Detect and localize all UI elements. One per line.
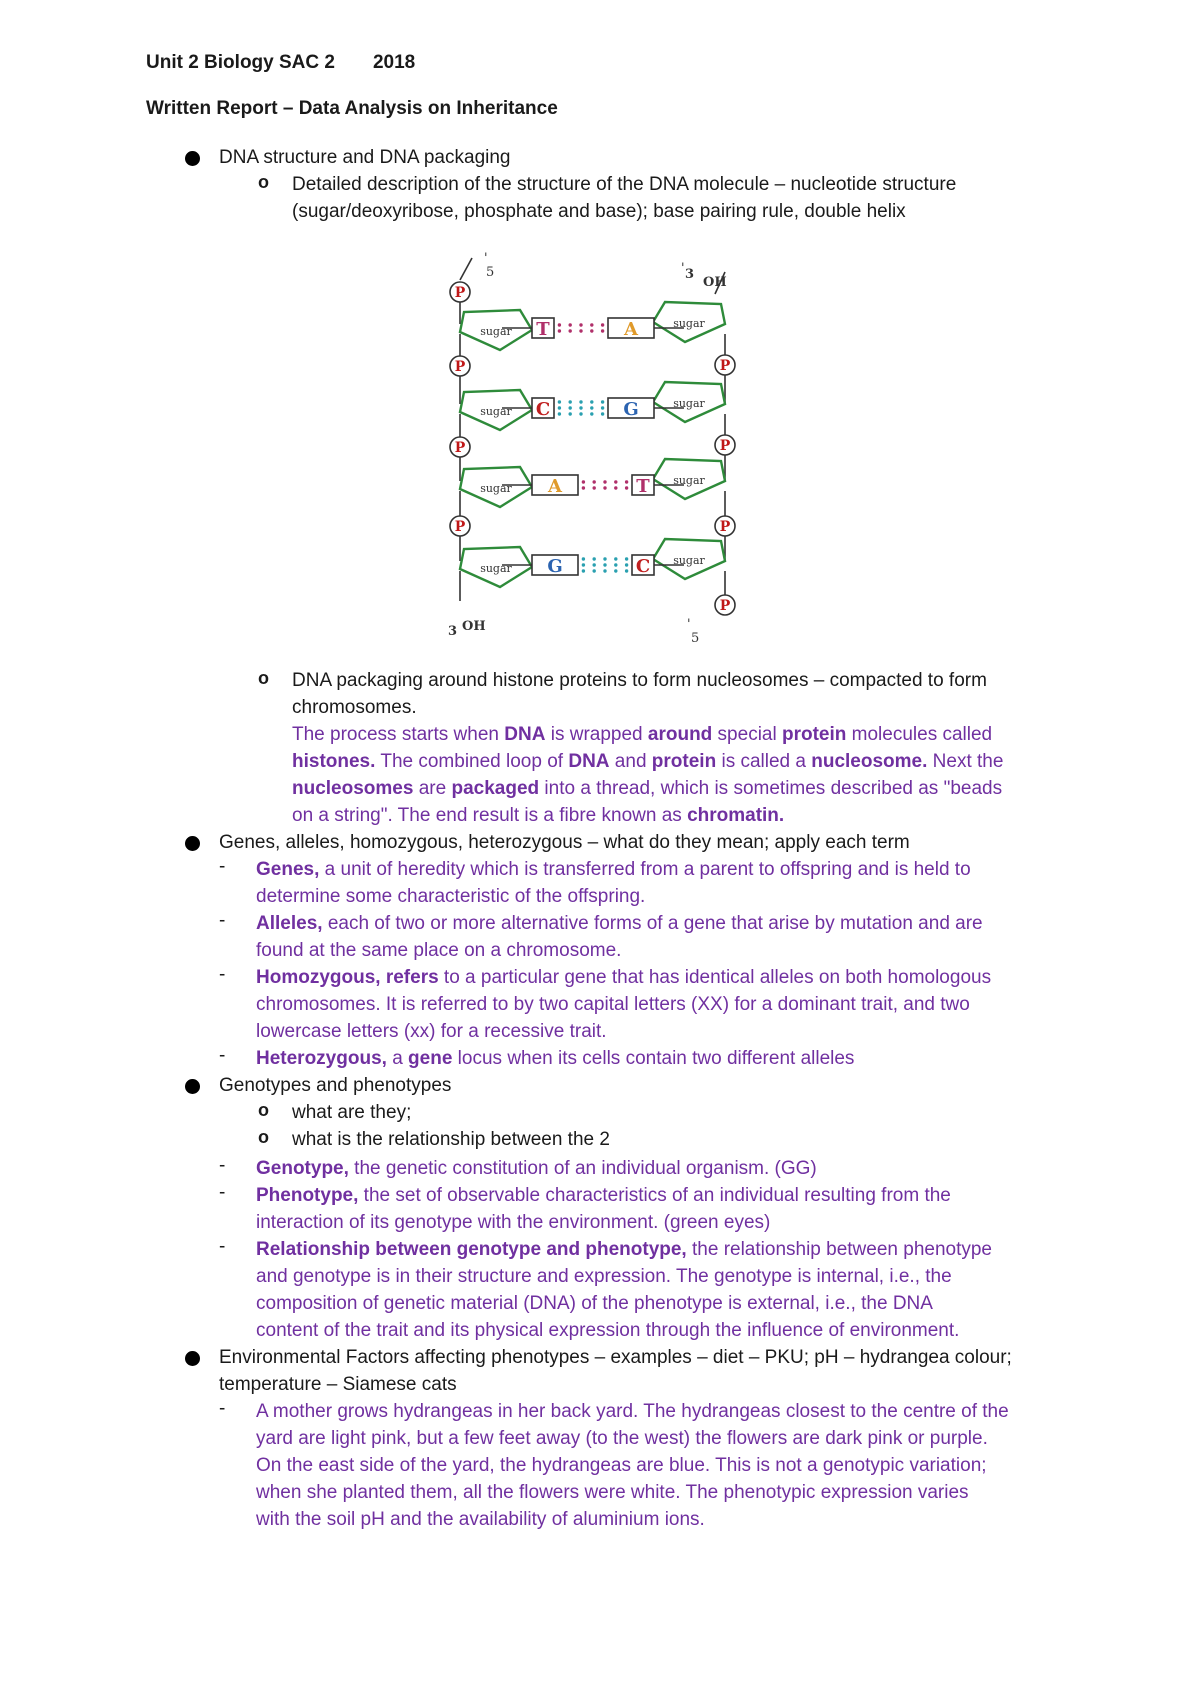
prime-tick: ' (687, 617, 691, 632)
hydrogen-bond-dot (625, 563, 628, 566)
hydrogen-bond-dot (593, 569, 596, 572)
base-label: T (536, 319, 550, 340)
environment-answer-line5: with the soil pH and the availability of aluminium ions. (256, 1509, 705, 1530)
phosphate-label: P (454, 440, 466, 456)
bullet-dna: DNA structure and DNA packaging (219, 147, 511, 168)
hydrogen-bond-dot (601, 412, 604, 415)
phosphate-label: P (719, 438, 731, 454)
answer-text: is called a (716, 751, 812, 772)
hydrogen-bond-dot (601, 406, 604, 409)
hydrogen-bond-dot (614, 557, 617, 560)
hydrogen-bond-dot (590, 329, 593, 332)
genes-item3-line1 (256, 964, 991, 991)
hydrogen-bond-dot (590, 406, 593, 409)
genotypes-item3-line2: and genotype is in their structure and expression. The genotype is internal, i.e., the (256, 1266, 952, 1287)
header-year: 2018 (372, 52, 416, 73)
hydrogen-bond-dot (603, 480, 606, 483)
answer-text: a unit of heredity which is transferred from a parent to offspring and is held to (319, 859, 971, 880)
sugar-label: sugar (480, 325, 512, 338)
hydrogen-bond-dot (582, 557, 585, 560)
genotypes-item3-line3: composition of genetic material (DNA) of the phenotype is external, i.e., the DNA (256, 1293, 933, 1314)
dash-marker: - (219, 856, 226, 877)
prime-tick: ' (681, 261, 685, 276)
phosphate-label: P (454, 359, 466, 375)
answer-text: and (609, 751, 652, 772)
bullet-dot (185, 836, 200, 851)
document-header (146, 52, 415, 74)
prime-label: 5 (691, 631, 700, 646)
hydrogen-bond-dot (569, 400, 572, 403)
hydrogen-bond-dot (558, 412, 561, 415)
base-label: C (535, 399, 551, 420)
hydrogen-bond-dot (603, 563, 606, 566)
hydrogen-bond-dot (614, 486, 617, 489)
genes-item1-line1 (256, 856, 971, 883)
answer-text: a (386, 1048, 409, 1069)
answer-term: Alleles, (256, 913, 323, 934)
hydrogen-bond-dot (614, 480, 617, 483)
answer-text: The combined loop of (375, 751, 569, 772)
hydrogen-bond-dot (579, 406, 582, 409)
dna-answer-line2 (292, 748, 1003, 775)
answer-text: to a particular gene that has identical alleles on both homologous (438, 967, 992, 988)
answer-term: around (647, 724, 713, 745)
answer-text: special (712, 724, 782, 745)
document-subtitle: Written Report – Data Analysis on Inheritance (146, 98, 558, 119)
prime-tick: ' (484, 251, 488, 266)
genotypes-item2-line2: interaction of its genotype with the environment. (green eyes) (256, 1212, 771, 1233)
bullet-environment-line1: Environmental Factors affecting phenotypes – examples – diet – PKU; pH – hydrangea colour; (219, 1347, 1012, 1368)
phosphate-label: P (719, 598, 731, 614)
backbone-line (460, 258, 472, 280)
dna-answer-line1 (292, 721, 992, 748)
answer-term: chromatin. (687, 805, 785, 826)
oh-label: OH (462, 619, 486, 634)
base-label: G (623, 399, 639, 420)
hydrogen-bond-dot (593, 557, 596, 560)
bullet-genes: Genes, alleles, homozygous, heterozygous – what do they mean; apply each term (219, 832, 910, 853)
hydrogen-bond-dot (601, 329, 604, 332)
genotypes-sub2: what is the relationship between the 2 (292, 1129, 610, 1150)
hydrogen-bond-dot (601, 323, 604, 326)
answer-term: protein (651, 751, 717, 772)
hydrogen-bond-dot (558, 329, 561, 332)
bullet-genotypes: Genotypes and phenotypes (219, 1075, 452, 1096)
hydrogen-bond-dot (603, 557, 606, 560)
hydrogen-bond-dot (579, 412, 582, 415)
hydrogen-bond-dot (590, 323, 593, 326)
dna-answer-line3 (292, 775, 1002, 802)
genes-item2-line2: found at the same place on a chromosome. (256, 940, 622, 961)
dash-marker: - (219, 1045, 226, 1066)
sugar-label: sugar (673, 317, 705, 330)
bullet-environment-line2: temperature – Siamese cats (219, 1374, 457, 1395)
oh-label: OH (703, 275, 727, 290)
hydrogen-bond-dot (603, 569, 606, 572)
dash-marker: - (219, 1398, 226, 1419)
dna-sub2-line1: DNA packaging around histone proteins to form nucleosomes – compacted to form (292, 670, 987, 691)
answer-text: into a thread, which is sometimes described as "beads (539, 778, 1003, 799)
bullet-o: o (258, 172, 269, 192)
dna-sub2-line2: chromosomes. (292, 697, 417, 718)
sugar-label: sugar (673, 474, 705, 487)
phosphate-label: P (454, 285, 466, 301)
answer-term: nucleosomes (292, 778, 414, 799)
answer-term: Genotype, (256, 1158, 349, 1179)
bullet-o: o (258, 1100, 269, 1120)
answer-term: Heterozygous, (256, 1048, 387, 1069)
hydrogen-bond-dot (593, 486, 596, 489)
answer-text: is wrapped (545, 724, 648, 745)
answer-term: DNA (568, 751, 610, 772)
answer-term: Genes, (256, 859, 320, 880)
prime-label: 5 (486, 265, 495, 280)
answer-text: locus when its cells contain two different alleles (452, 1048, 855, 1069)
sugar-label: sugar (673, 397, 705, 410)
hydrogen-bond-dot (558, 406, 561, 409)
answer-text: The process starts when (292, 724, 505, 745)
answer-term: Phenotype, (256, 1185, 359, 1206)
answer-text: each of two or more alternative forms of a gene that arise by mutation and are (322, 913, 983, 934)
hydrogen-bond-dot (625, 557, 628, 560)
genotypes-sub1: what are they; (292, 1102, 412, 1123)
bullet-dot (185, 1351, 200, 1366)
hydrogen-bond-dot (582, 480, 585, 483)
answer-term: packaged (451, 778, 540, 799)
prime-label: 3 (685, 267, 695, 282)
sugar-label: sugar (480, 482, 512, 495)
environment-answer-line4: when she planted them, all the flowers were white. The phenotypic expression varies (256, 1482, 969, 1503)
sugar-label: sugar (480, 562, 512, 575)
hydrogen-bond-dot (601, 400, 604, 403)
answer-term: Homozygous, refers (256, 967, 439, 988)
dna-sub1-line1: Detailed description of the structure of the DNA molecule – nucleotide structure (292, 174, 957, 195)
hydrogen-bond-dot (558, 400, 561, 403)
dna-sub1-line2: (sugar/deoxyribose, phosphate and base); base pairing rule, double helix (292, 201, 906, 222)
hydrogen-bond-dot (569, 406, 572, 409)
hydrogen-bond-dot (625, 569, 628, 572)
diagram-group (448, 251, 735, 646)
hydrogen-bond-dot (614, 563, 617, 566)
sugar-label: sugar (480, 405, 512, 418)
genotypes-item1-line1 (256, 1155, 817, 1182)
bullet-dot (185, 151, 200, 166)
genotypes-item3-line4: content of the trait and its physical expression through the influence of environment. (256, 1320, 960, 1341)
answer-text: the set of observable characteristics of an individual resulting from the (358, 1185, 951, 1206)
dash-marker: - (219, 1182, 226, 1203)
answer-term: gene (408, 1048, 453, 1069)
phosphate-label: P (719, 358, 731, 374)
environment-answer-line3: On the east side of the yard, the hydrangeas are blue. This is not a genotypic variation; (256, 1455, 987, 1476)
base-label: A (548, 476, 562, 497)
hydrogen-bond-dot (579, 329, 582, 332)
answer-term: protein (781, 724, 847, 745)
answer-term: nucleosome. (811, 751, 928, 772)
header-title: Unit 2 Biology SAC 2 (146, 52, 335, 73)
hydrogen-bond-dot (590, 412, 593, 415)
dna-answer-line4 (292, 802, 784, 829)
dash-marker: - (219, 1236, 226, 1257)
answer-text: Next the (927, 751, 1004, 772)
hydrogen-bond-dot (569, 412, 572, 415)
genes-item3-line2: chromosomes. It is referred to by two capital letters (XX) for a dominant trait, and two (256, 994, 970, 1015)
answer-term: Relationship between genotype and phenotype, (256, 1239, 687, 1260)
hydrogen-bond-dot (625, 480, 628, 483)
dash-marker: - (219, 964, 226, 985)
hydrogen-bond-dot (603, 486, 606, 489)
bullet-o: o (258, 1127, 269, 1147)
base-label: C (635, 556, 651, 577)
hydrogen-bond-dot (593, 480, 596, 483)
hydrogen-bond-dot (579, 400, 582, 403)
answer-text: are (413, 778, 452, 799)
environment-answer-line1: A mother grows hydrangeas in her back yard. The hydrangeas closest to the centre of the (256, 1401, 1009, 1422)
genes-item3-line3: lowercase letters (xx) for a recessive trait. (256, 1021, 607, 1042)
hydrogen-bond-dot (614, 569, 617, 572)
hydrogen-bond-dot (558, 323, 561, 326)
answer-term: DNA (504, 724, 546, 745)
bullet-dot (185, 1079, 200, 1094)
bullet-o: o (258, 668, 269, 688)
genes-item1-line2: determine some characteristic of the offspring. (256, 886, 646, 907)
hydrogen-bond-dot (569, 323, 572, 326)
genes-item4-line1 (256, 1045, 854, 1072)
answer-text: on a string". The end result is a fibre known as (292, 805, 688, 826)
hydrogen-bond-dot (579, 323, 582, 326)
genes-item2-line1 (256, 910, 983, 937)
dash-marker: - (219, 1155, 226, 1176)
answer-text: the relationship between phenotype (686, 1239, 992, 1260)
answer-text: molecules called (846, 724, 993, 745)
answer-text: the genetic constitution of an individual organism. (GG) (348, 1158, 817, 1179)
hydrogen-bond-dot (582, 486, 585, 489)
hydrogen-bond-dot (569, 329, 572, 332)
base-label: A (624, 319, 638, 340)
prime-label: 3 (448, 624, 458, 639)
hydrogen-bond-dot (625, 486, 628, 489)
phosphate-label: P (719, 519, 731, 535)
environment-answer-line2: yard are light pink, but a few feet away (to the west) the flowers are dark pink or purple. (256, 1428, 988, 1449)
hydrogen-bond-dot (590, 400, 593, 403)
dash-marker: - (219, 910, 226, 931)
hydrogen-bond-dot (593, 563, 596, 566)
answer-term: histones. (292, 751, 376, 772)
base-label: G (547, 556, 563, 577)
genotypes-item2-line1 (256, 1182, 951, 1209)
dna-structure-diagram (430, 250, 760, 650)
hydrogen-bond-dot (582, 569, 585, 572)
genotypes-item3-line1 (256, 1236, 992, 1263)
phosphate-label: P (454, 519, 466, 535)
sugar-label: sugar (673, 554, 705, 567)
base-label: T (636, 476, 650, 497)
hydrogen-bond-dot (582, 563, 585, 566)
